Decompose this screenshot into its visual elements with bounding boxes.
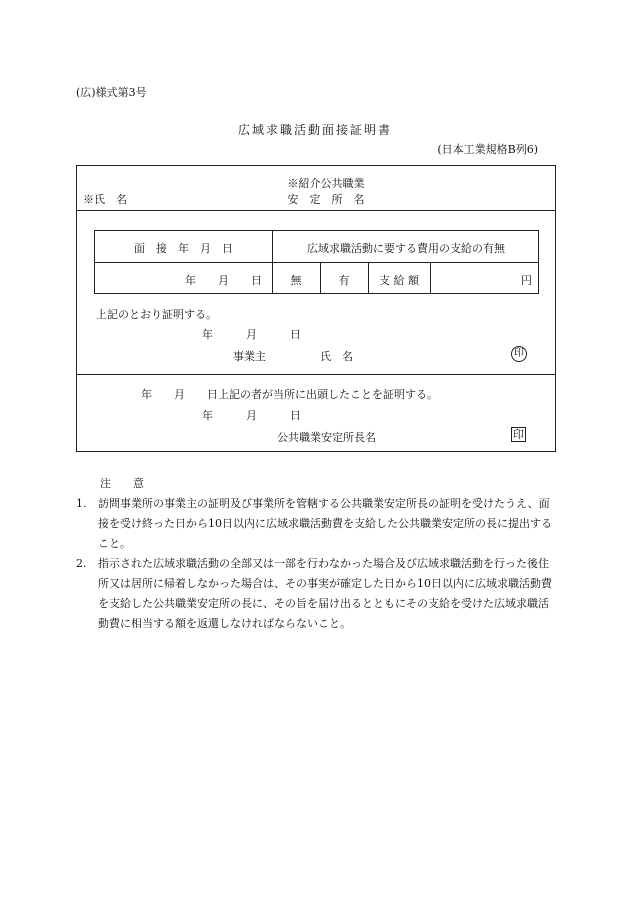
amount-label: 支 給 額 <box>379 274 419 287</box>
notes-heading: 注 意 <box>100 477 144 490</box>
notes-section <box>76 474 556 634</box>
yen-unit: 円 <box>521 274 532 287</box>
employer-name-label: 氏 名 <box>320 350 353 363</box>
office-seal-icon: 印 <box>513 428 524 441</box>
expense-yes: 有 <box>338 274 350 287</box>
table-header-row <box>95 231 538 263</box>
employer-cert-date: 年 月 日 <box>202 328 301 341</box>
note-item: 2. 指示された広域求職活動の全部又は一部を行わなかった場合及び広域求職活動を行った後住所又は居所に帰着しなかった場合は、その事実が確定した日から10日以内に広域求職活動費を支給した公共職業安定所の長に、その旨を届け出るとともにその支給を受けた広域求職活動費に相当する額を返還しなければならないこと。 <box>76 557 552 630</box>
applicant-name-label: ※氏 名 <box>83 193 127 206</box>
office-label-line1: ※紹介公共職業 <box>287 177 365 190</box>
certificate-form <box>76 165 556 452</box>
interview-date-value: 年 月 日 <box>185 274 262 287</box>
employer-statement: 上記のとおり証明する。 <box>96 308 217 321</box>
interview-date-header: 面 接 年 月 日 <box>134 242 233 255</box>
office-label-line2: 安 定 所 名 <box>287 193 365 206</box>
expense-header: 広域求職活動に要する費用の支給の有無 <box>307 242 505 255</box>
divider <box>77 210 555 211</box>
interview-table <box>94 230 539 294</box>
form-number: (広)様式第3号 <box>76 86 147 99</box>
divider <box>77 374 555 375</box>
employer-label: 事業主 <box>233 350 266 363</box>
director-name-label: 公共職業安定所長名 <box>277 431 376 444</box>
expense-none: 無 <box>290 274 302 287</box>
office-cert-date: 年 月 日 <box>202 409 301 422</box>
page-title: 広域求職活動面接証明書 <box>237 123 392 137</box>
paper-standard: (日本工業規格B列6) <box>437 143 538 156</box>
employer-seal-icon: 印 <box>511 346 527 362</box>
office-statement: 年 月 日上記の者が当所に出頭したことを証明する。 <box>141 388 438 401</box>
note-item: 1. 訪問事業所の事業主の証明及び事業所を管轄する公共職業安定所長の証明を受けたうえ、面接を受け終った日から10日以内に広域求職活動費を支給した公共職業安定所の長に提出すること。 <box>76 497 552 550</box>
